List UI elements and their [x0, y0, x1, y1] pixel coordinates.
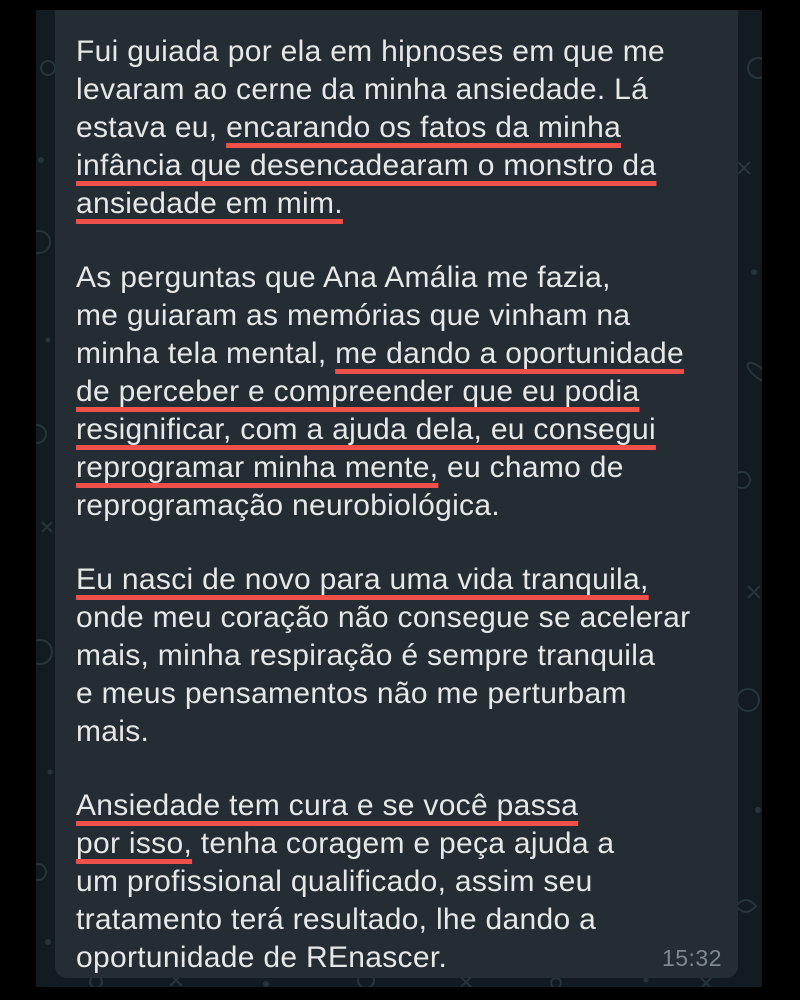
message-segment: tenha coragem e peça ajuda a [192, 827, 615, 860]
message-line [76, 335, 724, 373]
message-segment: minha tela mental, [76, 337, 336, 370]
message-line [76, 373, 724, 411]
message-segment: reprogramação neurobiológica. [76, 489, 500, 522]
message-line [76, 713, 724, 751]
message-line [76, 259, 724, 297]
underlined-segment: ansiedade em mim. [76, 187, 343, 220]
chat-wallpaper [36, 10, 762, 987]
message-segment: mais, minha respiração é sempre tranquila [76, 639, 656, 672]
message-paragraph [76, 787, 724, 977]
message-line [76, 147, 724, 185]
message-line [76, 863, 724, 901]
message-line [76, 787, 724, 825]
underlined-segment: de perceber e compreender que eu podia [76, 375, 640, 408]
underlined-segment: encarando os fatos da minha [226, 111, 622, 144]
message-line [76, 487, 724, 525]
message-segment: e meus pensamentos não me perturbam [76, 677, 627, 710]
message-line [76, 901, 724, 939]
message-line [76, 561, 724, 599]
message-segment: estava eu, [76, 111, 227, 144]
underlined-segment: reprogramar minha mente, [76, 451, 439, 484]
message-line [76, 939, 724, 977]
underlined-segment: por isso, [76, 827, 193, 860]
message-segment: um profissional qualificado, assim seu [76, 865, 593, 898]
message-paragraph [76, 259, 724, 525]
message-line [76, 185, 724, 223]
message-line [76, 109, 724, 147]
underlined-segment: infância que desencadearam o monstro da [76, 149, 657, 182]
message-line [76, 71, 724, 109]
message-paragraph [76, 33, 724, 223]
underlined-segment: me dando a oportunidade [335, 337, 685, 370]
underlined-segment: Ansiedade tem cura e se você passa [76, 789, 579, 822]
message-segment: tratamento terá resultado, lhe dando a [76, 903, 597, 936]
message-segment: me guiaram as memórias que vinham na [76, 299, 631, 332]
underlined-segment: Eu nasci de novo para uma vida tranquila, [76, 563, 649, 596]
message-line [76, 599, 724, 637]
message-segment: levaram ao cerne da minha ansiedade. Lá [76, 73, 649, 106]
message-line [76, 33, 724, 71]
message-paragraph [76, 561, 724, 751]
underlined-segment: resignificar, com a ajuda dela, eu consegui [76, 413, 656, 446]
message-segment: As perguntas que Ana Amália me fazia, [76, 261, 611, 294]
message-segment: Fui guiada por ela em hipnoses em que me [76, 35, 666, 68]
message-line [76, 449, 724, 487]
message-segment: onde meu coração não consegue se acelerar [76, 601, 691, 634]
message-line [76, 297, 724, 335]
message-line [76, 675, 724, 713]
message-line [76, 637, 724, 675]
message-segment: eu chamo de [438, 451, 624, 484]
message-segment: oportunidade de REnascer. [76, 941, 448, 974]
message-timestamp: 15:32 [661, 945, 722, 971]
message-line [76, 411, 724, 449]
message-segment: mais. [76, 715, 150, 748]
message-line [76, 825, 724, 863]
message-bubble[interactable] [55, 10, 738, 978]
message-text [76, 33, 724, 977]
